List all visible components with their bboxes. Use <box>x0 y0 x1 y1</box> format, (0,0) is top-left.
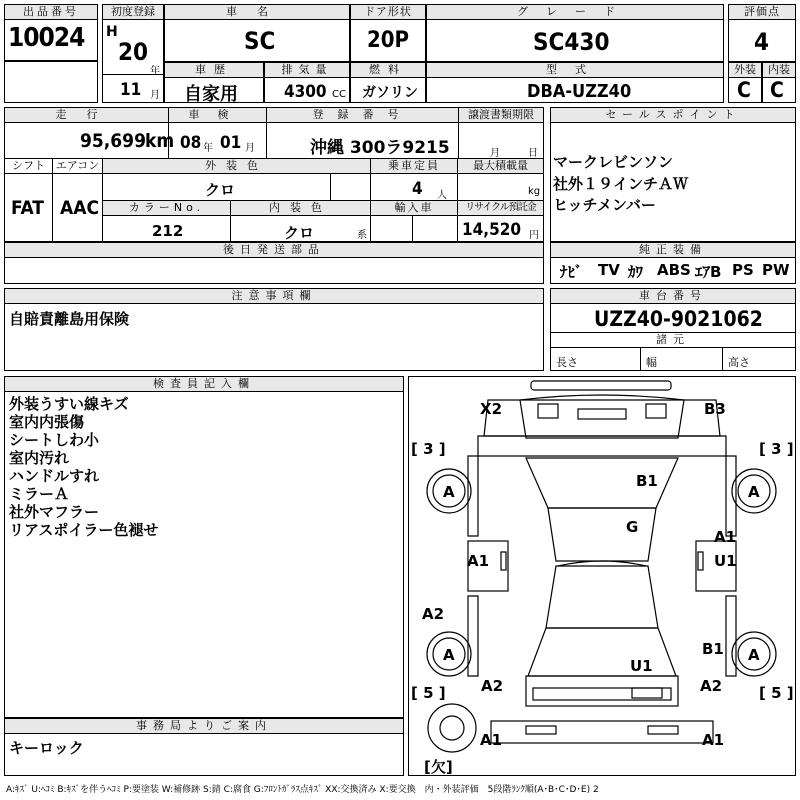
int-value: C <box>770 78 784 102</box>
load-unit: kg <box>528 186 541 197</box>
inspector-item: シートしわ小 <box>9 431 100 449</box>
grade-label: グレード <box>427 5 723 20</box>
spec-div2 <box>722 348 723 371</box>
insp-month-unit: 月 <box>245 143 255 154</box>
equip-item: ﾅﾋﾞ <box>560 263 583 281</box>
equip-item: ｴｱB <box>695 263 722 281</box>
inspector-item: ハンドルすれ <box>9 467 100 485</box>
mark-r3: [ 3 ] <box>759 440 794 458</box>
insp-year: 08 <box>180 133 202 153</box>
equip-item: PS <box>732 261 754 279</box>
mileage-label: 走行 <box>5 108 168 123</box>
div-import <box>412 216 413 242</box>
mark-l5: [ 5 ] <box>411 684 446 702</box>
specs-label: 諸元 <box>551 333 795 348</box>
sales-label: セールスポイント <box>551 108 795 123</box>
int-label: 内装 <box>763 63 795 78</box>
mark-b3: B3 <box>704 400 726 418</box>
car-diagram <box>408 376 796 776</box>
mark-wheel-fl: A <box>443 483 455 501</box>
capacity-value: 4 <box>412 179 423 199</box>
import-label: 輸入車 <box>371 201 457 216</box>
transfer-label: 譲渡書類期限 <box>459 108 543 123</box>
mark-a1-bl: A1 <box>480 731 503 749</box>
mark-a2-br: A2 <box>700 677 723 695</box>
mark-r5: [ 5 ] <box>759 684 794 702</box>
mark-u1-bottom: U1 <box>630 657 653 675</box>
fuel-value: ガソリン <box>362 85 418 101</box>
office-label: 事務局よりご案内 <box>5 719 403 734</box>
mark-spare: [欠] <box>424 758 453 776</box>
equip-item: TV <box>598 261 620 279</box>
color-value: クロ <box>205 181 236 199</box>
inspection-label: 車検 <box>169 108 266 123</box>
spec-div1 <box>640 348 641 371</box>
equip-item: ABS <box>657 261 691 279</box>
ac-label: エアコン <box>53 159 102 174</box>
reg-month: 11 <box>120 80 142 100</box>
intcolor-value: クロ <box>284 224 315 242</box>
notes-text: 自賠責離島用保険 <box>9 310 130 328</box>
transfer-month: 月 <box>490 148 500 159</box>
capacity-unit: 人 <box>437 190 447 201</box>
load-label: 最大積載量 <box>458 159 543 174</box>
mark-a1-br: A1 <box>702 731 725 749</box>
colorno-value: 212 <box>152 222 184 240</box>
sales-item: ヒッチメンバー <box>553 196 656 214</box>
equipment-label: 純正装備 <box>551 243 795 258</box>
reg-divider <box>102 74 164 75</box>
legend-text: A:ｷｽﾞ U:ﾍｺﾐ B:ｷｽﾞを伴うﾍｺﾐ P:要塗装 W:補修跡 S:錆 C:腐食 G:ﾌﾛﾝﾄｶﾞﾗｽ点ｷｽﾞ XX:交換済み X:要交換 内・外装評価 5段階ﾗﾝｸ順(A･B･C･D･E) 2 <box>6 785 599 795</box>
color-label: 外装色 <box>103 159 370 174</box>
mark-a1-right: A1 <box>714 528 737 546</box>
inspector-item: 社外マフラー <box>9 503 100 521</box>
car-name: SC <box>244 27 276 55</box>
mileage-value: 95,699 <box>80 130 146 152</box>
reg-label: 初度登録 <box>103 5 163 20</box>
inspector-item: リアスポイラー色褪せ <box>9 521 159 539</box>
cc-unit: CC <box>332 89 346 100</box>
capacity-label: 乗車定員 <box>371 159 457 174</box>
door-label: ドア形状 <box>351 5 425 20</box>
ac-value: AAC <box>60 197 100 219</box>
div-color-inner <box>330 174 331 200</box>
mark-b1-top: B1 <box>636 472 658 490</box>
chassis-label: 車台番号 <box>551 289 795 304</box>
colorno-label: カラーNo. <box>103 201 230 216</box>
inspector-item: 外装うすい線キズ <box>9 395 129 413</box>
spec-width: 幅 <box>646 356 657 369</box>
shift-label: シフト <box>5 159 52 174</box>
mark-a2-bl: A2 <box>481 677 504 695</box>
score-label: 評価点 <box>729 5 795 20</box>
spec-length: 長さ <box>556 356 578 369</box>
disp-label: 排気量 <box>265 63 349 78</box>
regno-label: 登録番号 <box>267 108 458 123</box>
model-value: DBA-UZZ40 <box>527 81 632 102</box>
regno-value: 沖縄 300ラ9215 <box>310 138 450 158</box>
lot-label: 出品番号 <box>5 5 97 20</box>
notes-label: 注意事項欄 <box>5 289 543 304</box>
chassis-number: UZZ40-9021062 <box>594 307 763 331</box>
shift-value: FAT <box>11 197 44 219</box>
spec-height: 高さ <box>728 356 750 369</box>
era: H <box>106 24 118 40</box>
recycle-unit: 円 <box>529 230 539 241</box>
office-text: キーロック <box>9 739 84 757</box>
ext-value: C <box>737 78 751 102</box>
fuel-label: 燃料 <box>351 63 425 78</box>
history-value: 自家用 <box>184 84 238 105</box>
reg-year: 20 <box>118 38 149 66</box>
insp-year-unit: 年 <box>203 143 213 154</box>
recycle-label: リサイクル預託金 <box>458 201 543 216</box>
mark-a1-left: A1 <box>467 552 490 570</box>
recycle-value: 14,520 <box>462 220 522 240</box>
mark-g: G <box>626 518 639 536</box>
mark-wheel-rl: A <box>443 646 455 664</box>
inspector-item: 室内内張傷 <box>9 413 85 431</box>
mark-l3: [ 3 ] <box>411 440 446 458</box>
year-unit: 年 <box>150 66 160 77</box>
insp-month: 01 <box>220 133 242 153</box>
lot-box-lower <box>4 61 98 103</box>
sales-item: マークレビンソン <box>553 153 674 171</box>
mark-x2: X2 <box>480 400 503 418</box>
inspector-item: 室内汚れ <box>9 449 70 467</box>
door-value: 20P <box>367 28 410 53</box>
intcolor-unit: 系 <box>357 230 367 241</box>
mark-b1-right: B1 <box>702 640 724 658</box>
inspector-item: ミラーＡ <box>9 485 70 503</box>
month-unit: 月 <box>150 90 160 101</box>
later-parts-label: 後日発送部品 <box>5 243 543 258</box>
equip-item: ｶﾜ <box>628 263 644 281</box>
ext-label: 外装 <box>729 63 761 78</box>
lot-number: 10024 <box>8 23 85 53</box>
mark-wheel-rr: A <box>748 646 760 664</box>
intcolor-label: 内装色 <box>231 201 370 216</box>
disp-value: 4300 <box>284 82 327 102</box>
history-label: 車歴 <box>165 63 263 78</box>
sales-item: 社外１９インチＡＷ <box>553 175 689 193</box>
grade-value: SC430 <box>533 28 610 56</box>
name-label: 車名 <box>165 5 349 20</box>
inspector-label: 検査員記入欄 <box>5 377 403 392</box>
model-label: 型式 <box>427 63 723 78</box>
mark-a2-left: A2 <box>422 605 445 623</box>
mark-u1-right: U1 <box>714 552 737 570</box>
mark-wheel-fr: A <box>748 483 760 501</box>
score-value: 4 <box>754 28 770 56</box>
km-unit: km <box>145 130 175 152</box>
transfer-day: 日 <box>528 148 538 159</box>
equip-item: PW <box>762 261 790 279</box>
